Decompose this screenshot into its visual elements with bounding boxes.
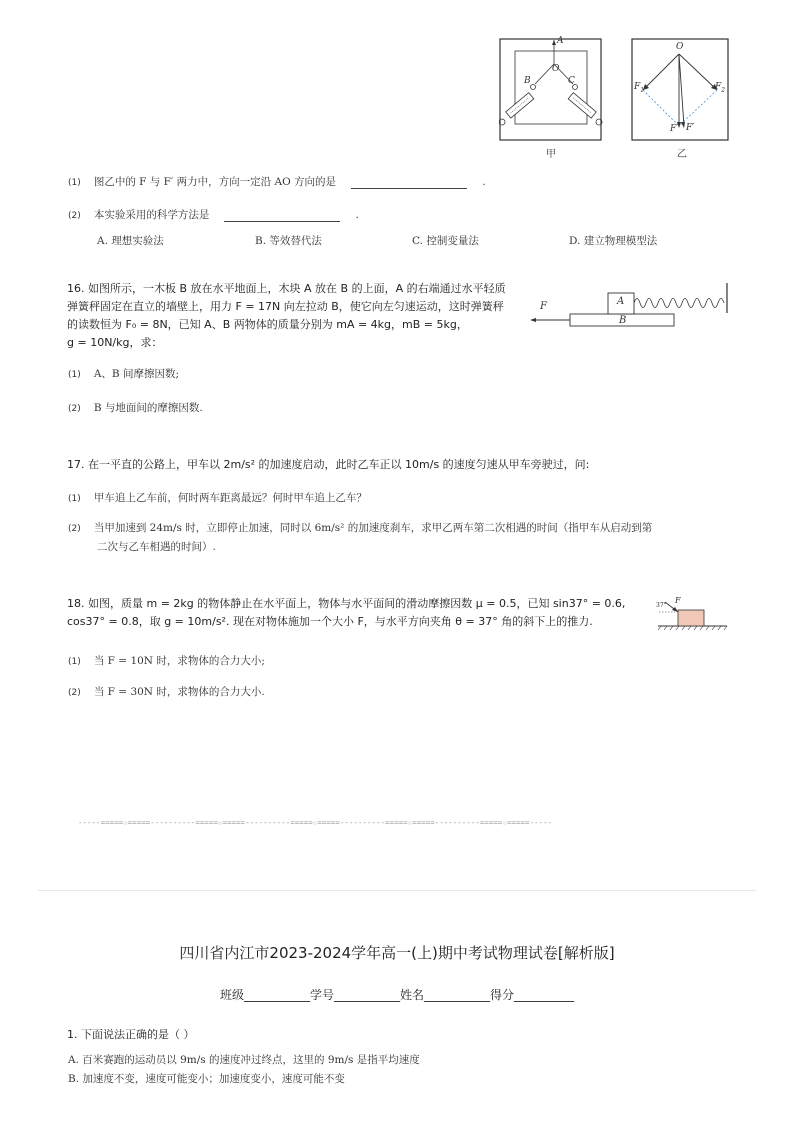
q16-part1	[68, 362, 179, 381]
label-o: O	[552, 64, 560, 74]
part-text: A、B 间摩擦因数;	[93, 368, 180, 380]
q1-option-a[interactable]: A. 百米赛跑的运动员以 9m/s 的速度冲过终点，这里的 9m/s 是指平均速度	[68, 1054, 420, 1066]
figure-jia	[499, 38, 603, 144]
label-a: A	[617, 296, 625, 307]
q16-stem: 16. 如图所示，一木板 B 放在水平地面上，木块 A 放在 B 的上面，A 的右端通过水平轻质 弹簧秤固定在直立的墙壁上，用力 F = 17N 向左拉动 B，使它向左匀速运动，这时弹簧秤 的读数恒为 F₀ = 8N，已知 A、B 两物体的质量分别为 mA = 4kg，mB = 5kg， g = 10N/kg，求：	[67, 282, 506, 349]
label-o: O	[676, 42, 684, 52]
answer-blank[interactable]	[351, 176, 467, 189]
part-text: 本实验采用的科学方法是	[93, 209, 210, 221]
part-text: B 与地面间的摩擦因数.	[93, 402, 203, 414]
part-number: (1)	[68, 178, 81, 188]
q15-option-c[interactable]: C. 控制变量法	[412, 235, 479, 247]
q16-part2	[68, 396, 203, 415]
figure-jia-drawing	[499, 38, 603, 144]
q18-figure	[655, 596, 730, 634]
part-number: (1)	[68, 494, 81, 504]
label-a: A	[557, 36, 564, 46]
q15-part2: (2) 本实验采用的科学方法是 .	[68, 209, 359, 221]
exam-title: 四川省内江市2023-2024学年高一(上)期中考试物理试卷[解析版]	[179, 944, 615, 962]
label-b: B	[524, 76, 531, 86]
q15-option-b[interactable]: B. 等效替代法	[255, 235, 322, 247]
q18-stem: 18. 如图，质量 m = 2kg 的物体静止在水平面上，物体与水平面间的滑动摩擦因数 μ = 0.5，已知 sin37° = 0.6, cos37° = 0.8，取 g = 10m/s². 现在对物体施加一个大小 F，与水平方向夹角 θ = 37° 角的斜下上的推力.	[67, 597, 626, 628]
section-divider: -----=====☆=====----------=====☆=====----------=====☆=====----------=====☆=====----------=====☆=====-----	[78, 818, 553, 827]
label-f1: $F_1$	[634, 82, 645, 94]
q1-option-b[interactable]: B. 加速度不变，速度可能变小；加速度变小，速度可能不变	[68, 1073, 345, 1085]
q17-part2	[68, 516, 748, 554]
spring-block-drawing	[530, 283, 730, 331]
caption-jia: 甲	[546, 149, 556, 160]
q18-part2	[68, 680, 265, 699]
q15-option-a[interactable]: A. 理想实验法	[97, 235, 164, 247]
part-text: 当 F = 30N 时，求物体的合力大小.	[93, 686, 265, 698]
caption-yi: 乙	[677, 149, 687, 160]
part-text: 甲车追上乙车前，何时两车距离最远？何时甲车追上乙车？	[93, 492, 367, 504]
part-number: (2)	[68, 404, 81, 414]
page-break-line	[38, 890, 756, 891]
label-f: F	[670, 124, 677, 134]
label-f: F	[675, 596, 681, 605]
q16-figure	[530, 283, 730, 331]
part-number: (1)	[68, 370, 81, 380]
label-f: F	[540, 301, 547, 312]
q17-part1	[68, 486, 367, 505]
part-number: (2)	[68, 688, 81, 698]
part-number: (2)	[68, 524, 81, 534]
label-angle: 37°	[656, 602, 667, 609]
label-c: C	[568, 76, 575, 86]
part-text: 当 F = 10N 时，求物体的合力大小;	[93, 655, 265, 667]
part-number: (2)	[68, 211, 81, 221]
part-text: 图乙中的 F 与 F′ 两力中，方向一定沿 AO 方向的是	[93, 176, 337, 188]
student-info-line: 班级___________学号___________姓名___________得分__________	[219, 988, 574, 1002]
part-number: (1)	[68, 657, 81, 667]
q1-stem: 1. 下面说法正确的是（ ）	[67, 1028, 195, 1041]
q15-part1: (1) 图乙中的 F 与 F′ 两力中，方向一定沿 AO 方向的是 .	[68, 176, 486, 188]
label-f-prime: F′	[686, 123, 695, 133]
figure-yi	[631, 38, 729, 144]
part-text: 当甲加速到 24m/s 时，立即停止加速，同时以 6m/s² 的加速度刹车，求甲乙两车第二次相遇的时间（指甲车从启动到第	[93, 522, 653, 534]
q15-option-d[interactable]: D. 建立物理模型法	[569, 235, 658, 247]
label-f2: $F_2$	[715, 82, 726, 94]
label-b: B	[619, 315, 627, 326]
q18-part1	[68, 649, 265, 668]
q17-stem: 17. 在一平直的公路上，甲车以 2m/s² 的加速度启动，此时乙车正以 10m/s 的速度匀速从甲车旁驶过，问:	[67, 458, 590, 471]
answer-blank[interactable]	[224, 209, 340, 222]
part-text-cont: 二次与乙车相遇的时间）.	[97, 541, 216, 553]
